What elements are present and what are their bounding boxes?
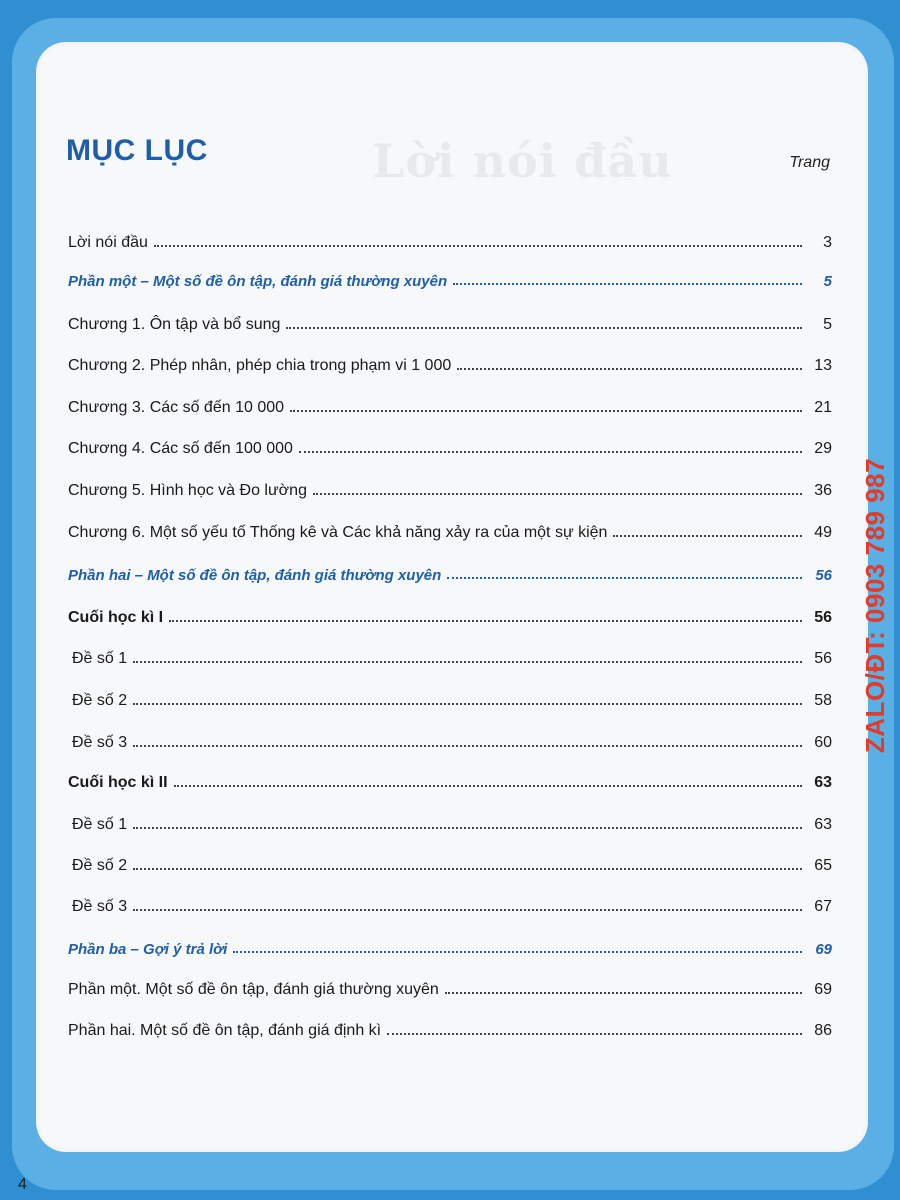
leader-dots (387, 1033, 802, 1035)
toc-entry[interactable] (72, 888, 832, 916)
toc-entry-page: 56 (814, 609, 832, 626)
toc-entry-page: 36 (814, 482, 832, 499)
toc-entry-page: 63 (814, 816, 832, 833)
toc-entry-label: Phần ba – Gợi ý trả lời (68, 941, 228, 958)
page-column-label: Trang (789, 154, 830, 171)
toc-entry-label: Chương 3. Các số đến 10 000 (68, 399, 285, 416)
toc-entry-label: Chương 6. Một số yếu tố Thống kê và Các khả năng xảy ra của một sự kiện (68, 524, 608, 541)
toc-entry-page: 65 (814, 857, 832, 874)
leader-dots (447, 577, 802, 579)
toc-entry-page: 21 (814, 399, 832, 416)
toc-entry[interactable] (72, 640, 832, 668)
toc-entry[interactable] (68, 306, 832, 334)
toc-part-heading[interactable] (68, 930, 832, 958)
leader-dots (233, 951, 802, 953)
toc-entry-page: 29 (814, 440, 832, 457)
leader-dots (613, 535, 802, 537)
toc-entry-label: Chương 5. Hình học và Đo lường (68, 482, 307, 499)
leader-dots (445, 992, 802, 994)
leader-dots (133, 661, 802, 663)
toc-entry-page: 63 (814, 774, 832, 791)
toc-entry[interactable] (72, 806, 832, 834)
toc-entry-label: Cuối học kì I (68, 609, 164, 626)
page-number: 4 (18, 1176, 27, 1193)
toc-entry-page: 67 (814, 898, 832, 915)
toc-entry-label: Đề số 2 (72, 692, 128, 709)
background-heading: Lời nói đầu (372, 134, 673, 188)
toc-entry-page: 13 (814, 357, 832, 374)
toc-entry-label: Đề số 3 (72, 898, 128, 915)
toc-entry[interactable] (68, 430, 832, 458)
toc-entry-label: Đề số 3 (72, 734, 128, 751)
toc-entry-page: 69 (814, 981, 832, 998)
toc-entry[interactable] (68, 224, 832, 252)
toc-entry-page: 60 (814, 734, 832, 751)
toc-entry-page: 58 (814, 692, 832, 709)
leader-dots (133, 909, 802, 911)
toc-entry-label: Chương 4. Các số đến 100 000 (68, 440, 293, 457)
leader-dots (290, 410, 802, 412)
leader-dots (133, 827, 802, 829)
leader-dots (457, 368, 802, 370)
leader-dots (169, 620, 802, 622)
toc-entry-page: 69 (815, 941, 832, 958)
toc-entry-label: Phần một – Một số đề ôn tập, đánh giá thường xuyên (68, 273, 448, 290)
page-title: MỤC LỤC (66, 134, 208, 167)
toc-entry[interactable] (68, 472, 832, 500)
toc-entry[interactable] (72, 682, 832, 710)
toc-entry[interactable] (68, 971, 832, 999)
toc-entry-page: 56 (815, 567, 832, 584)
leader-dots (453, 283, 802, 285)
toc-entry[interactable] (68, 347, 832, 375)
document-page (36, 42, 868, 1152)
toc-entry-page: 3 (823, 234, 832, 251)
toc-entry[interactable] (68, 514, 832, 542)
toc-entry[interactable] (68, 1012, 832, 1040)
leader-dots (133, 703, 802, 705)
toc-entry-page: 5 (823, 316, 832, 333)
toc-part-heading[interactable] (68, 262, 832, 290)
leader-dots (133, 868, 802, 870)
toc-entry-label: Đề số 2 (72, 857, 128, 874)
leader-dots (299, 451, 802, 453)
toc-entry-page: 56 (814, 650, 832, 667)
leader-dots (313, 493, 802, 495)
toc-entry-label: Chương 1. Ôn tập và bổ sung (68, 316, 281, 333)
toc-entry-page: 5 (823, 273, 832, 290)
table-of-contents (36, 42, 868, 1152)
contact-watermark-text: ZALO/ĐT: 0903 789 987 (860, 457, 891, 753)
toc-entry[interactable] (68, 389, 832, 417)
contact-watermark (858, 370, 894, 840)
toc-entry-label: Phần hai – Một số đề ôn tập, đánh giá thường xuyên (68, 567, 442, 584)
toc-entry-label: Chương 2. Phép nhân, phép chia trong phạm vi 1 000 (68, 357, 452, 374)
toc-entry-label: Cuối học kì II (68, 774, 168, 791)
toc-entry-label: Phần một. Một số đề ôn tập, đánh giá thường xuyên (68, 981, 439, 998)
toc-part-heading[interactable] (68, 556, 832, 584)
leader-dots (286, 327, 802, 329)
toc-entry-page: 49 (814, 524, 832, 541)
toc-section-heading[interactable] (68, 764, 832, 792)
toc-entry-label: Đề số 1 (72, 650, 128, 667)
toc-section-heading[interactable] (68, 599, 832, 627)
toc-entry-label: Lời nói đầu (68, 234, 148, 251)
leader-dots (154, 245, 802, 247)
toc-entry-label: Đề số 1 (72, 816, 128, 833)
toc-entry-label: Phần hai. Một số đề ôn tập, đánh giá định kì (68, 1022, 382, 1039)
toc-entry-page: 86 (814, 1022, 832, 1039)
leader-dots (133, 745, 802, 747)
toc-entry[interactable] (72, 847, 832, 875)
toc-entry[interactable] (72, 724, 832, 752)
leader-dots (174, 785, 802, 787)
